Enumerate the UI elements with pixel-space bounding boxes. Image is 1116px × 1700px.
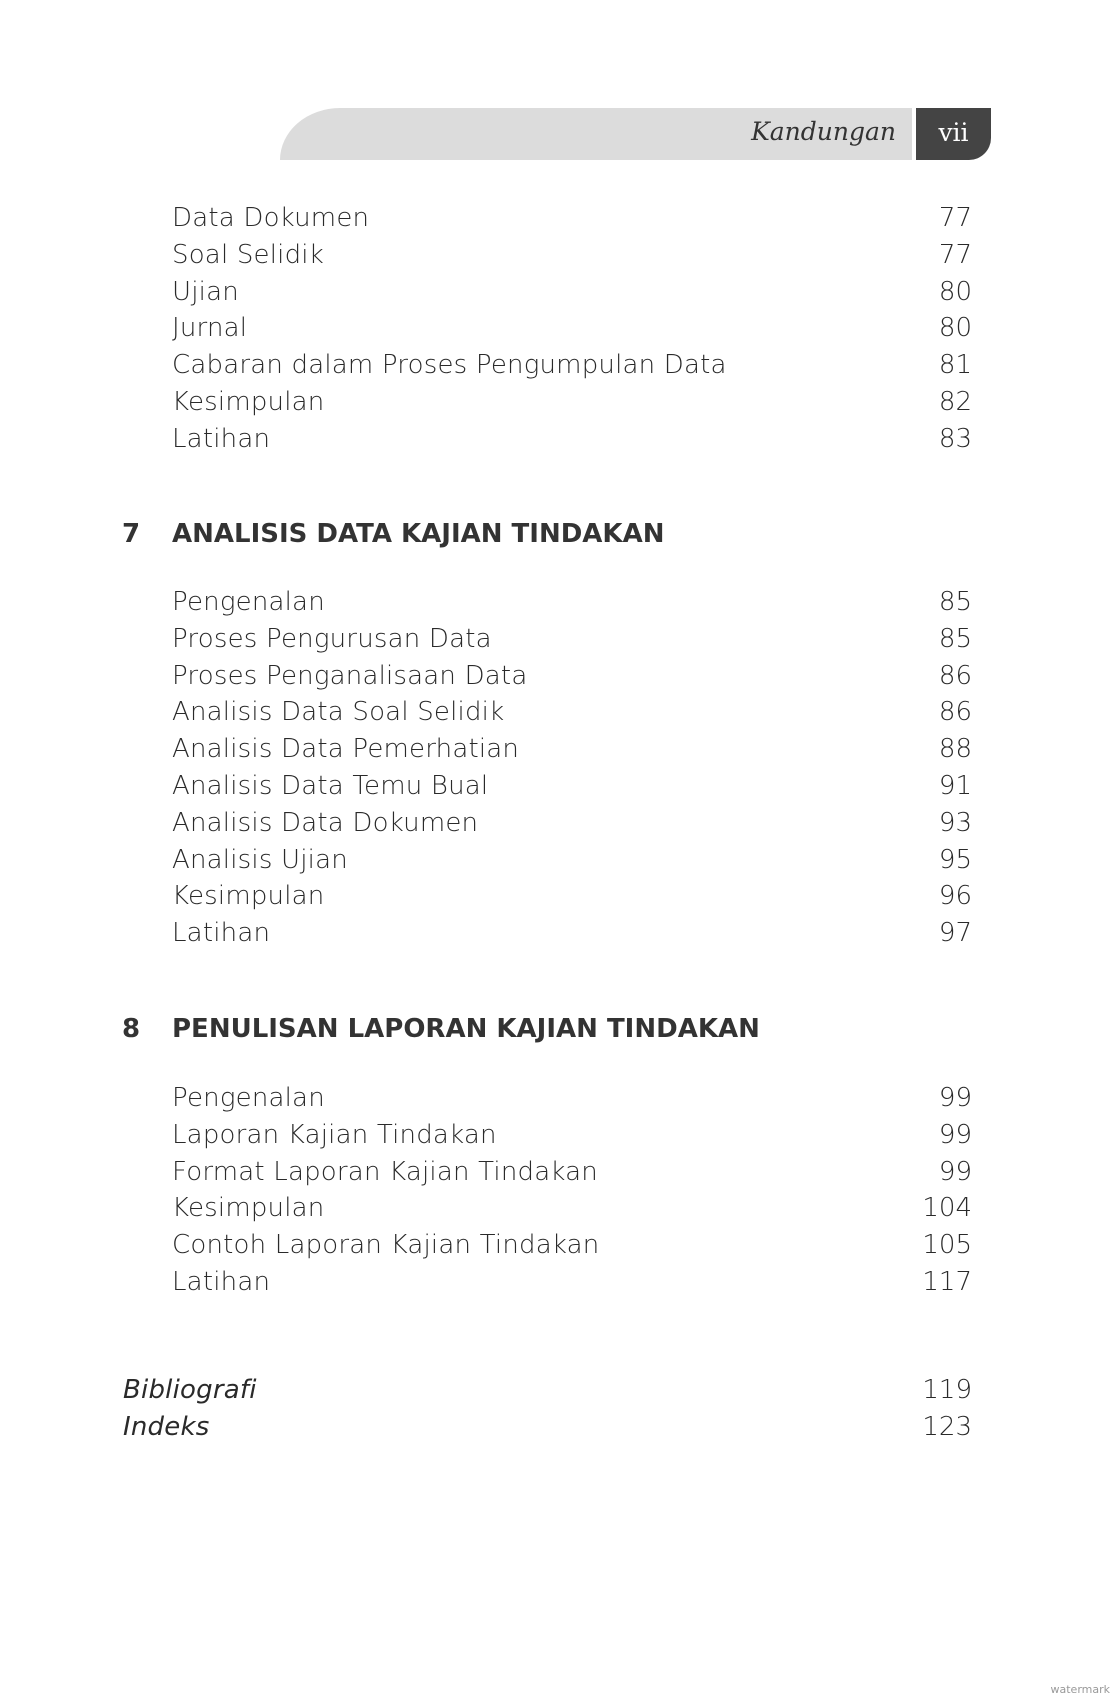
entry-page: 80 — [938, 313, 972, 344]
toc-entry[interactable] — [172, 1190, 972, 1227]
toc-entry[interactable] — [172, 1080, 972, 1117]
toc-entry[interactable] — [172, 805, 972, 842]
toc-entry[interactable] — [172, 768, 972, 805]
toc-entry[interactable] — [172, 584, 972, 621]
toc-entry[interactable] — [172, 1117, 972, 1154]
toc-entry[interactable] — [172, 731, 972, 768]
entry-title: Laporan Kajian Tindakan — [172, 1119, 497, 1150]
entry-page: 95 — [938, 844, 972, 875]
header-band — [280, 108, 912, 160]
entry-title: Data Dokumen — [172, 203, 370, 233]
toc-entry[interactable] — [172, 915, 972, 952]
entry-page: 91 — [938, 771, 972, 801]
entry-title: Analisis Data Dokumen — [172, 807, 479, 838]
entry-title: Kesimpulan — [172, 881, 325, 912]
entry-title: Latihan — [172, 1267, 271, 1297]
entry-page: 99 — [938, 1156, 972, 1187]
chapter-number: 8 — [122, 1014, 141, 1044]
entry-page: 80 — [938, 276, 972, 307]
entry-title: Cabaran dalam Proses Pengumpulan Data — [172, 350, 727, 381]
entry-title: Kesimpulan — [172, 387, 325, 417]
entry-title: Ujian — [172, 276, 239, 307]
section-title: Kandungan — [751, 117, 896, 146]
entry-page: 85 — [938, 623, 972, 654]
toc-entry[interactable] — [172, 694, 972, 731]
entry-page: 93 — [938, 807, 972, 838]
entry-title: Format Laporan Kajian Tindakan — [172, 1156, 598, 1187]
entry-page: 99 — [938, 1119, 972, 1150]
entry-page: 83 — [938, 423, 972, 454]
entry-page: 97 — [938, 918, 972, 949]
entry-title: Latihan — [172, 423, 271, 454]
toc-entry[interactable] — [123, 1372, 972, 1409]
toc-entry[interactable] — [172, 347, 972, 384]
toc-entry[interactable] — [172, 200, 972, 237]
toc-entry[interactable] — [172, 842, 972, 879]
entry-title: Jurnal — [172, 313, 248, 344]
entry-title: Analisis Data Temu Bual — [172, 771, 489, 801]
toc-entry[interactable] — [172, 310, 972, 347]
entry-title: Pengenalan — [172, 1083, 325, 1113]
entry-page: 96 — [938, 881, 972, 912]
chapter-heading — [122, 1011, 760, 1047]
entry-title: Contoh Laporan Kajian Tindakan — [172, 1230, 600, 1261]
entry-title: Analisis Data Soal Selidik — [172, 697, 505, 728]
entry-title: Pengenalan — [172, 587, 325, 617]
entry-page: 82 — [938, 387, 972, 417]
toc-entry[interactable] — [172, 1227, 972, 1264]
toc-entry[interactable] — [172, 384, 972, 421]
toc-entry[interactable] — [172, 878, 972, 915]
entry-page: 99 — [938, 1083, 972, 1113]
toc-entry[interactable] — [172, 237, 972, 274]
chapter-title: PENULISAN LAPORAN KAJIAN TINDAKAN — [172, 1014, 760, 1044]
toc-entry[interactable] — [172, 658, 972, 695]
entry-page: 77 — [938, 203, 972, 233]
chapter-title: ANALISIS DATA KAJIAN TINDAKAN — [172, 519, 665, 549]
entry-page: 77 — [938, 239, 972, 270]
entry-title: Soal Selidik — [172, 239, 324, 270]
entry-page: 81 — [938, 350, 972, 381]
toc-entry[interactable] — [172, 621, 972, 658]
entry-page: 85 — [938, 587, 972, 617]
entry-title: Indeks — [123, 1411, 210, 1442]
page-number: vii — [916, 108, 991, 160]
toc-entry[interactable] — [123, 1409, 972, 1446]
toc-entry[interactable] — [172, 1154, 972, 1191]
entry-page: 86 — [938, 660, 972, 691]
toc-entry[interactable] — [172, 274, 972, 311]
entry-title: Proses Penganalisaan Data — [172, 660, 528, 691]
entry-page: 119 — [922, 1375, 972, 1405]
entry-title: Analisis Ujian — [172, 844, 348, 875]
toc-entry[interactable] — [172, 421, 972, 458]
watermark: watermark — [1050, 1683, 1110, 1696]
entry-page: 86 — [938, 697, 972, 728]
entry-title: Kesimpulan — [172, 1193, 325, 1224]
entry-page: 88 — [938, 734, 972, 765]
entry-page: 104 — [922, 1193, 972, 1224]
entry-title: Bibliografi — [123, 1375, 257, 1405]
entry-page: 105 — [922, 1230, 972, 1261]
entry-title: Analisis Data Pemerhatian — [172, 734, 520, 765]
entry-title: Proses Pengurusan Data — [172, 623, 492, 654]
toc-entry[interactable] — [172, 1264, 972, 1301]
entry-page: 117 — [922, 1267, 972, 1297]
entry-title: Latihan — [172, 918, 271, 949]
entry-page: 123 — [922, 1411, 972, 1442]
chapter-heading — [122, 516, 664, 552]
chapter-number: 7 — [122, 519, 141, 549]
